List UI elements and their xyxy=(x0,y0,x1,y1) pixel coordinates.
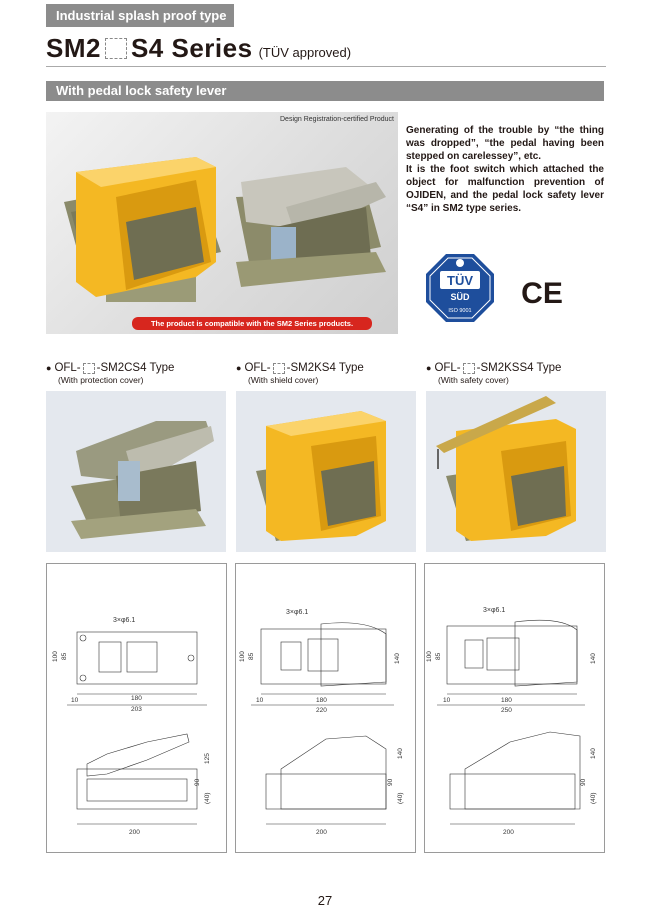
dim-height-outer: 100 xyxy=(239,651,246,662)
dim-width-left: 10 xyxy=(256,697,264,704)
page-number: 27 xyxy=(317,893,333,908)
dim-side-height-2: 90 xyxy=(580,778,587,786)
dim-side-height-2: 90 xyxy=(194,778,201,786)
dim-width-left: 10 xyxy=(71,697,79,704)
dim-width-mid: 180 xyxy=(131,695,142,702)
hole-spec: 3×φ6.1 xyxy=(113,617,136,624)
page-title xyxy=(46,33,351,63)
ce-text: CE xyxy=(521,278,563,306)
category-tag: Industrial splash proof type xyxy=(46,4,234,27)
dim-height-inner: 85 xyxy=(61,652,68,660)
type-heading-ks4: ● OFL- -SM2KS4 Type (With shield cover) xyxy=(236,362,364,385)
photo-ks4 xyxy=(236,391,416,552)
placeholder-box xyxy=(83,363,95,374)
tuv-sud-logo xyxy=(426,254,494,322)
dim-base-width: 200 xyxy=(316,829,327,836)
dim-height-outer: 100 xyxy=(52,651,59,662)
photo-kss4 xyxy=(426,391,606,552)
type-heading-cs4: ● OFL- -SM2CS4 Type (With protection cover) xyxy=(46,362,175,385)
photo-cs4 xyxy=(46,391,226,552)
foot-switch-pair-illustration xyxy=(46,112,398,334)
placeholder-box xyxy=(463,363,475,374)
sud-text: SÜD xyxy=(450,292,470,302)
dim-base-height: (40) xyxy=(590,792,597,804)
dim-height-right: 140 xyxy=(590,653,597,664)
dim-width-total: 203 xyxy=(131,706,142,713)
description-paragraph-2: It is the foot switch which attached the object for malfunction prevention of OJIDEN, and the pedal lock safety lever “S4” in SM2 type series. xyxy=(406,164,604,214)
approval-note: (TÜV approved) xyxy=(258,45,352,60)
type-suffix: -SM2CS4 Type xyxy=(96,362,175,374)
placeholder-box xyxy=(273,363,285,374)
dim-side-height-2: 90 xyxy=(387,778,394,786)
dimension-drawing xyxy=(47,564,226,852)
product-description xyxy=(406,124,604,215)
type-prefix: OFL- xyxy=(244,362,271,374)
dim-width-total: 250 xyxy=(501,707,512,714)
title-prefix: SM2 xyxy=(46,33,101,63)
drawing-kss4 xyxy=(424,563,605,853)
dim-width-mid: 180 xyxy=(316,697,327,704)
dim-height-outer: 100 xyxy=(426,651,433,662)
type-suffix: -SM2KS4 Type xyxy=(286,362,364,374)
hole-spec: 3×φ6.1 xyxy=(286,609,309,616)
dim-width-left: 10 xyxy=(443,697,451,704)
section-title: With pedal lock safety lever xyxy=(46,81,604,101)
description-paragraph-1: Generating of the trouble by “the thing was dropped”, “the pedal having been stepped on carelessey”, etc. xyxy=(406,125,604,162)
dimension-drawing xyxy=(236,564,415,852)
shield-cover-switch-illustration xyxy=(236,391,416,552)
dim-side-height: 140 xyxy=(590,748,597,759)
dim-base-width: 200 xyxy=(503,829,514,836)
type-note: (With shield cover) xyxy=(248,375,319,385)
iso-text: ISO 9001 xyxy=(448,308,472,314)
safety-cover-switch-illustration xyxy=(426,391,606,552)
dim-height-inner: 85 xyxy=(248,652,255,660)
tuv-text: TÜV xyxy=(447,273,473,288)
design-certified-note: Design Registration-certified Product xyxy=(280,116,394,123)
protection-cover-switch-illustration xyxy=(46,391,226,552)
type-prefix: OFL- xyxy=(434,362,461,374)
dim-side-height: 140 xyxy=(397,748,404,759)
dimension-drawing xyxy=(425,564,604,852)
drawing-cs4 xyxy=(46,563,227,853)
ce-mark-logo xyxy=(518,278,566,306)
dim-base-width: 200 xyxy=(129,829,140,836)
dim-side-height: 125 xyxy=(204,753,211,764)
dim-width-total: 220 xyxy=(316,707,327,714)
dim-height-inner: 85 xyxy=(435,652,442,660)
hero-photo xyxy=(46,112,398,334)
type-prefix: OFL- xyxy=(54,362,81,374)
dim-width-mid: 180 xyxy=(501,697,512,704)
title-placeholder-box xyxy=(105,38,127,59)
dim-base-height: (40) xyxy=(204,792,211,804)
hole-spec: 3×φ6.1 xyxy=(483,607,506,614)
dim-base-height: (40) xyxy=(397,792,404,804)
dim-height-right: 140 xyxy=(394,653,401,664)
drawing-ks4 xyxy=(235,563,416,853)
type-suffix: -SM2KSS4 Type xyxy=(476,362,562,374)
title-suffix: S4 Series xyxy=(130,33,253,63)
type-note: (With protection cover) xyxy=(58,375,144,385)
type-heading-kss4: ● OFL- -SM2KSS4 Type (With safety cover) xyxy=(426,362,562,385)
title-divider xyxy=(46,66,606,67)
type-note: (With safety cover) xyxy=(438,375,509,385)
compatibility-banner: The product is compatible with the SM2 Series products. xyxy=(132,317,372,330)
